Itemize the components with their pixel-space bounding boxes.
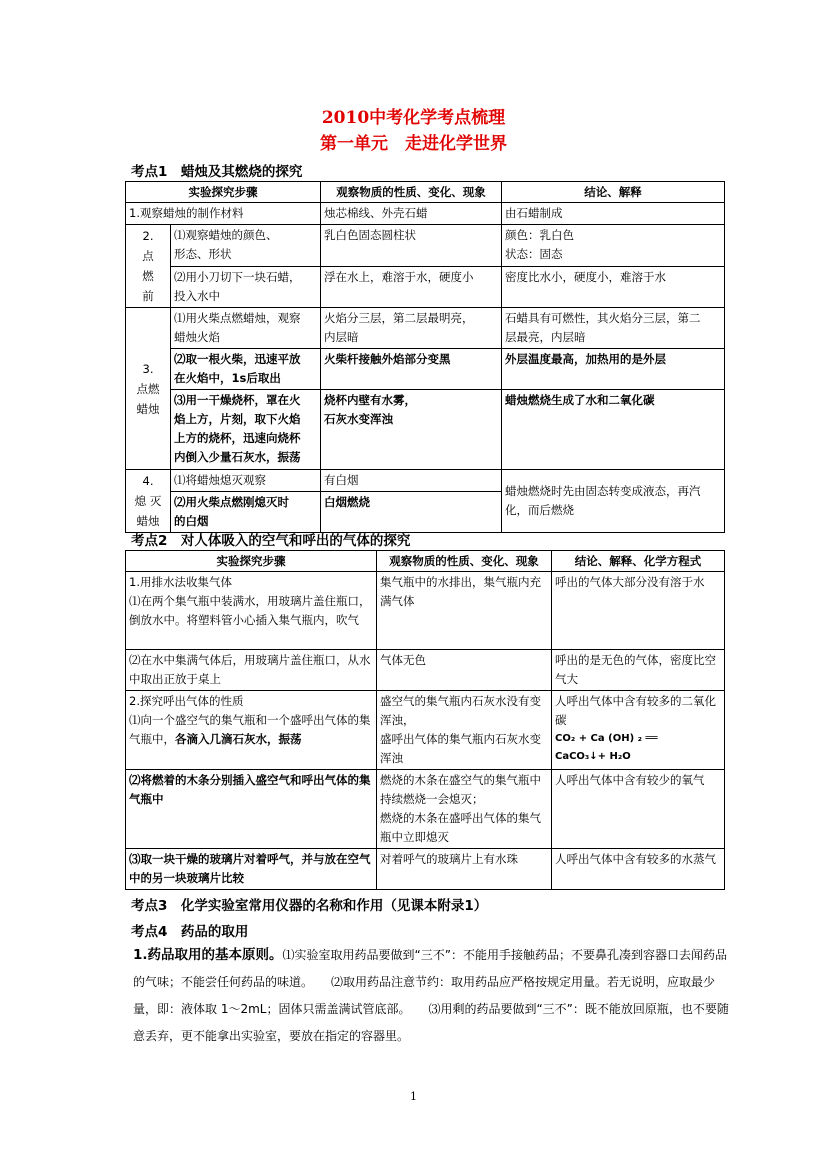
table-cell: ⑵在水中集满气体后，用玻璃片盖住瓶口，从水中取出正放于桌上 — [126, 650, 377, 691]
table-row — [126, 691, 725, 770]
table-cell: 石蜡具有可燃性，其火焰分三层，第二 层最亮，内层暗 — [502, 308, 725, 349]
table-header: 结论、解释 — [502, 182, 725, 203]
table-cell: 对着呼气的玻璃片上有水珠 — [377, 849, 552, 890]
candle-table — [125, 181, 725, 533]
table-cell: ⑴将蜡烛熄灭观察 — [171, 470, 321, 492]
section-heading-k2: 考点2 对人体吸入的空气和呼出的气体的探究 — [131, 533, 411, 549]
table-header: 结论、解释、化学方程式 — [552, 551, 725, 572]
table-cell: 烧杯内壁有水雾， 石灰水变浑浊 — [321, 390, 502, 470]
table-cell: ⑴用火柴点燃蜡烛，观察 蜡烛火焰 — [171, 308, 321, 349]
table-cell: ⑵用火柴点燃刚熄灭时 的白烟 — [171, 492, 321, 533]
table-cell: 盛空气的集气瓶内石灰水没有变浑浊， 盛呼出气体的集气瓶内石灰水变浑浊 — [377, 691, 552, 770]
table-header: 观察物质的性质、变化、现象 — [321, 182, 502, 203]
table-cell: 烛芯棉线、外壳石蜡 — [321, 203, 502, 225]
table-cell: 1.用排水法收集气体 ⑴在两个集气瓶中装满水，用玻璃片盖住瓶口，倒放水中。将塑料管小心插入集气瓶内，吹气 — [126, 572, 377, 650]
table-cell: 火柴杆接触外焰部分变黑 — [321, 349, 502, 390]
table-cell: ⑵用小刀切下一块石蜡， 投入水中 — [171, 266, 321, 308]
table-row — [126, 770, 725, 849]
unit-title: 第一单元 走进化学世界 — [320, 134, 507, 154]
table-cell: 白烟燃烧 — [321, 492, 502, 533]
table-cell: 乳白色固态圆柱状 — [321, 225, 502, 267]
table-cell: 人呼出气体中含有较少的氧气 — [552, 770, 725, 849]
breath-table — [125, 550, 725, 890]
table-cell: 气体无色 — [377, 650, 552, 691]
equation-line-1: CO₂ + Ca (OH) ₂ ══ — [555, 733, 658, 744]
table-row — [126, 470, 725, 492]
section-heading-k3: 考点3 化学实验室常用仪器的名称和作用（见课本附录1） — [131, 898, 488, 914]
table-cell: ⑶取一块干燥的玻璃片对着呼气，并与放在空气中的另一块玻璃片比较 — [126, 849, 377, 890]
table-cell: 浮在水上，难溶于水，硬度小 — [321, 266, 502, 308]
table-cell: 有白烟 — [321, 470, 502, 492]
table-row — [126, 349, 725, 390]
equation-line-2: CaCO₃↓+ H₂O — [555, 751, 631, 762]
paragraph-lead: 1.药品取用的基本原则。 — [133, 947, 283, 963]
table-cell: 蜡烛燃烧时先由固态转变成液态，再汽 化，而后燃烧 — [502, 470, 725, 533]
table-cell: 集气瓶中的水排出，集气瓶内充满气体 — [377, 572, 552, 650]
table-cell: ⑶用一干燥烧杯，罩在火 焰上方，片刻，取下火焰 上方的烧杯，迅速向烧杯 内倒入少量石灰水，振荡 — [171, 390, 321, 470]
table-header: 实验探究步骤 — [126, 182, 321, 203]
group-label: 3. 点燃 蜡烛 — [126, 308, 171, 470]
table-cell — [126, 691, 377, 770]
table-cell: 火焰分三层，第二层最明亮， 内层暗 — [321, 308, 502, 349]
table-cell: 蜡烛燃烧生成了水和二氧化碳 — [502, 390, 725, 470]
group-label: 4. 熄 灭 蜡烛 — [126, 470, 171, 533]
table-cell: ⑵将燃着的木条分别插入盛空气和呼出气体的集气瓶中 — [126, 770, 377, 849]
paragraph-body: ⑴实验室取用药品要做到“三不”：不能用手接触药品；不要鼻孔凑到容器口去闻药品的气味；不能尝任何药品的味道。 ⑵取用药品注意节约：取用药品应严格按规定用量。若无说明，应取最少量，即：液体取 1～2mL；固体只需盖满试管底部。 ⑶用剩的药品要做到“三不”：既不能放回原瓶，也不要随意丢弃，更不能拿出实验室，要放在指定的容器里。 — [133, 948, 729, 1043]
table-header: 实验探究步骤 — [126, 551, 377, 572]
table-header: 观察物质的性质、变化、现象 — [377, 551, 552, 572]
table-cell: 人呼出气体中含有较多的水蒸气 — [552, 849, 725, 890]
section-heading-k1: 考点1 蜡烛及其燃烧的探究 — [131, 164, 303, 180]
table-row — [126, 225, 725, 267]
table-cell: 颜色：乳白色 状态：固态 — [502, 225, 725, 267]
table-row — [126, 572, 725, 650]
conclusion-text: 人呼出气体中含有较多的二氧化碳 — [555, 694, 716, 727]
table-cell: 呼出的是无色的气体，密度比空气大 — [552, 650, 725, 691]
table-row — [126, 266, 725, 308]
table-cell: 密度比水小，硬度小，难溶于水 — [502, 266, 725, 308]
page-number: 1 — [410, 1090, 417, 1103]
principles-paragraph — [133, 942, 733, 1050]
table-cell: ⑴观察蜡烛的颜色、 形态、形状 — [171, 225, 321, 267]
table-cell: 燃烧的木条在盛空气的集气瓶中持续燃烧一会熄灭； 燃烧的木条在盛呼出气体的集气瓶中立即熄灭 — [377, 770, 552, 849]
group-label: 2. 点 燃 前 — [126, 225, 171, 308]
table-cell: 由石蜡制成 — [502, 203, 725, 225]
table-row — [126, 849, 725, 890]
table-row — [126, 203, 725, 225]
section-heading-k4: 考点4 药品的取用 — [131, 924, 249, 940]
document-title: 2010中考化学考点梳理 — [321, 108, 506, 128]
table-cell: 呼出的气体大部分没有溶于水 — [552, 572, 725, 650]
table-cell: ⑵取一根火柴，迅速平放 在火焰中，1s后取出 — [171, 349, 321, 390]
table-row — [126, 650, 725, 691]
table-cell — [552, 691, 725, 770]
table-row — [126, 390, 725, 470]
table-cell: 1.观察蜡烛的制作材料 — [126, 203, 321, 225]
table-cell: 外层温度最高，加热用的是外层 — [502, 349, 725, 390]
step-text: 2.探究呼出气体的性质 ⑴向一个盛空气的集气瓶和一个盛呼出气体的集气瓶中， — [129, 694, 371, 746]
table-row — [126, 308, 725, 349]
step-text-bold: 各滴入几滴石灰水，振荡 — [175, 732, 302, 746]
